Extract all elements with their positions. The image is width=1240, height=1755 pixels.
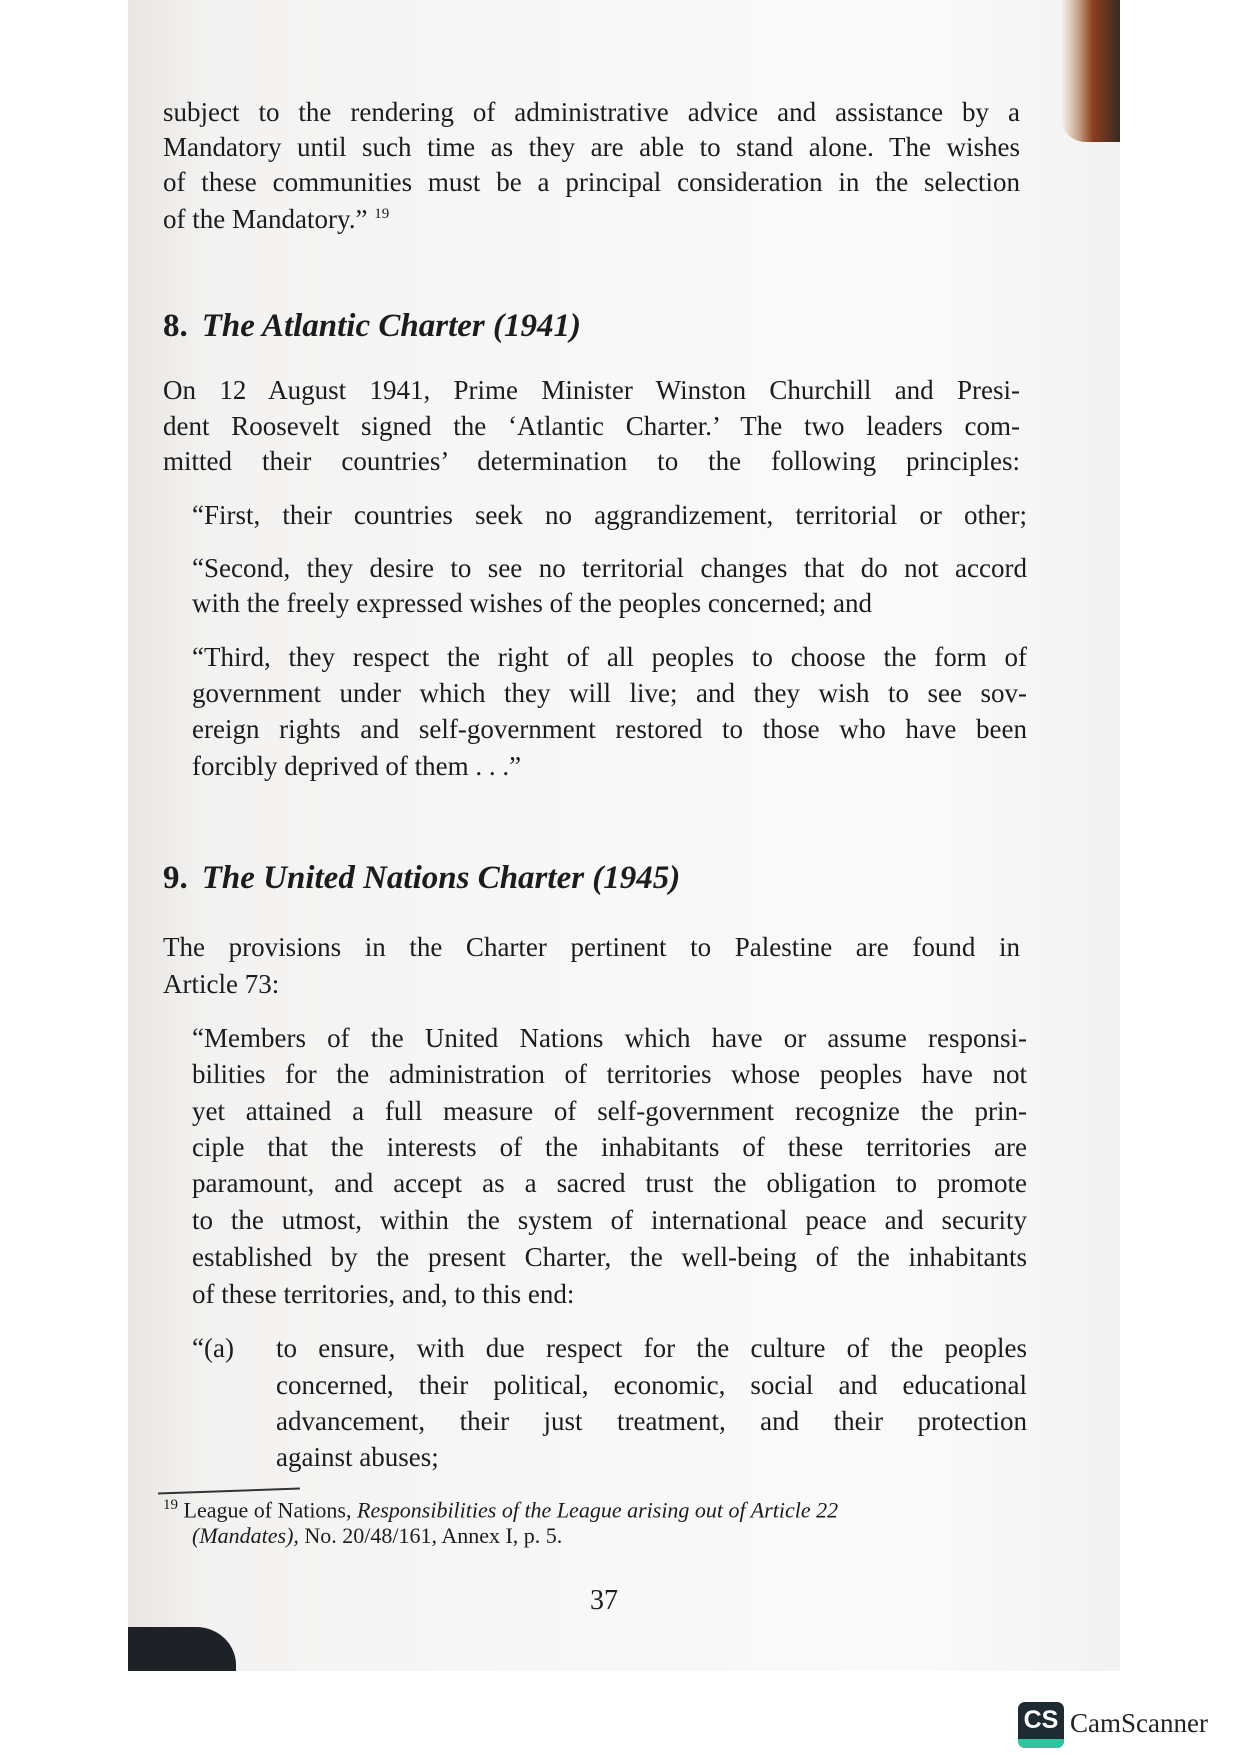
section-number: 8. [163,308,188,344]
paragraph-line: dent Roosevelt signed the ‘Atlantic Charter.’ The two leaders com- [163,411,1020,441]
footnote-text: League of Nations, [183,1497,352,1523]
page-number: 37 [590,1585,618,1616]
intro-line [163,198,1020,235]
item-line: to ensure, with due respect for the culture of the peoples [276,1333,1027,1363]
footnote-line [163,1497,838,1523]
paragraph-line: The provisions in the Charter pertinent to Palestine are found in [163,932,1020,962]
quote-line: to the utmost, within the system of international peace and security [192,1205,1027,1235]
footnote-ref: 19 [374,206,390,222]
quote-line: “First, their countries seek no aggrandizement, territorial or other; [192,500,1027,530]
footnote-title: Responsibilities of the League arising out of Article 22 [357,1497,839,1523]
footnote-line [192,1523,562,1549]
section-title: The United Nations Charter (1945) [201,860,681,896]
section-title: The Atlantic Charter (1941) [201,308,581,344]
footnote-title: (Mandates), [192,1523,299,1548]
paragraph-line: mitted their countries’ determination to the following principles: [163,446,1020,476]
finger-shadow [128,1627,236,1671]
quote-line: government under which they will live; and they wish to see sov- [192,678,1027,708]
paragraph-line: On 12 August 1941, Prime Minister Winston Churchill and Presi- [163,375,1020,405]
intro-line: of these communities must be a principal consideration in the selection [163,167,1020,197]
quote-line: yet attained a full measure of self-government recognize the prin- [192,1096,1027,1126]
intro-text: of the Mandatory.” [163,204,368,234]
item-line: advancement, their just treatment, and their protection [276,1406,1027,1436]
footnote-number: 19 [163,1497,178,1513]
quote-line: paramount, and accept as a sacred trust the obligation to promote [192,1168,1027,1198]
section-heading-9 [163,860,680,897]
item-label: “(a) [192,1333,234,1363]
book-strap [1060,0,1120,142]
section-heading-8 [163,308,581,345]
quote-line: of these territories, and, to this end: [192,1279,575,1309]
quote-line: with the freely expressed wishes of the peoples concerned; and [192,588,873,618]
intro-line: Mandatory until such time as they are able to stand alone. The wishes [163,132,1020,162]
footnote-text: No. 20/48/161, Annex I, p. 5. [304,1523,563,1548]
section-number: 9. [163,860,188,896]
quote-line: ereign rights and self-government restored to those who have been [192,714,1027,744]
camscanner-logo-icon: CS [1018,1702,1064,1748]
intro-line: subject to the rendering of administrative advice and assistance by a [163,97,1020,127]
quote-line: “Third, they respect the right of all peoples to choose the form of [192,642,1027,672]
quote-line: forcibly deprived of them . . .” [192,751,522,781]
quote-line: ciple that the interests of the inhabitants of these territories are [192,1132,1027,1162]
quote-line: bilities for the administration of territories whose peoples have not [192,1059,1027,1089]
quote-line: “Second, they desire to see no territorial changes that do not accord [192,553,1027,583]
quote-line: established by the present Charter, the well-being of the inhabitants [192,1242,1027,1272]
paragraph-line: Article 73: [163,969,280,999]
item-line: against abuses; [276,1442,439,1472]
camscanner-label: CamScanner [1070,1708,1208,1738]
quote-line: “Members of the United Nations which have or assume responsi- [192,1023,1027,1053]
item-line: concerned, their political, economic, social and educational [276,1370,1027,1400]
